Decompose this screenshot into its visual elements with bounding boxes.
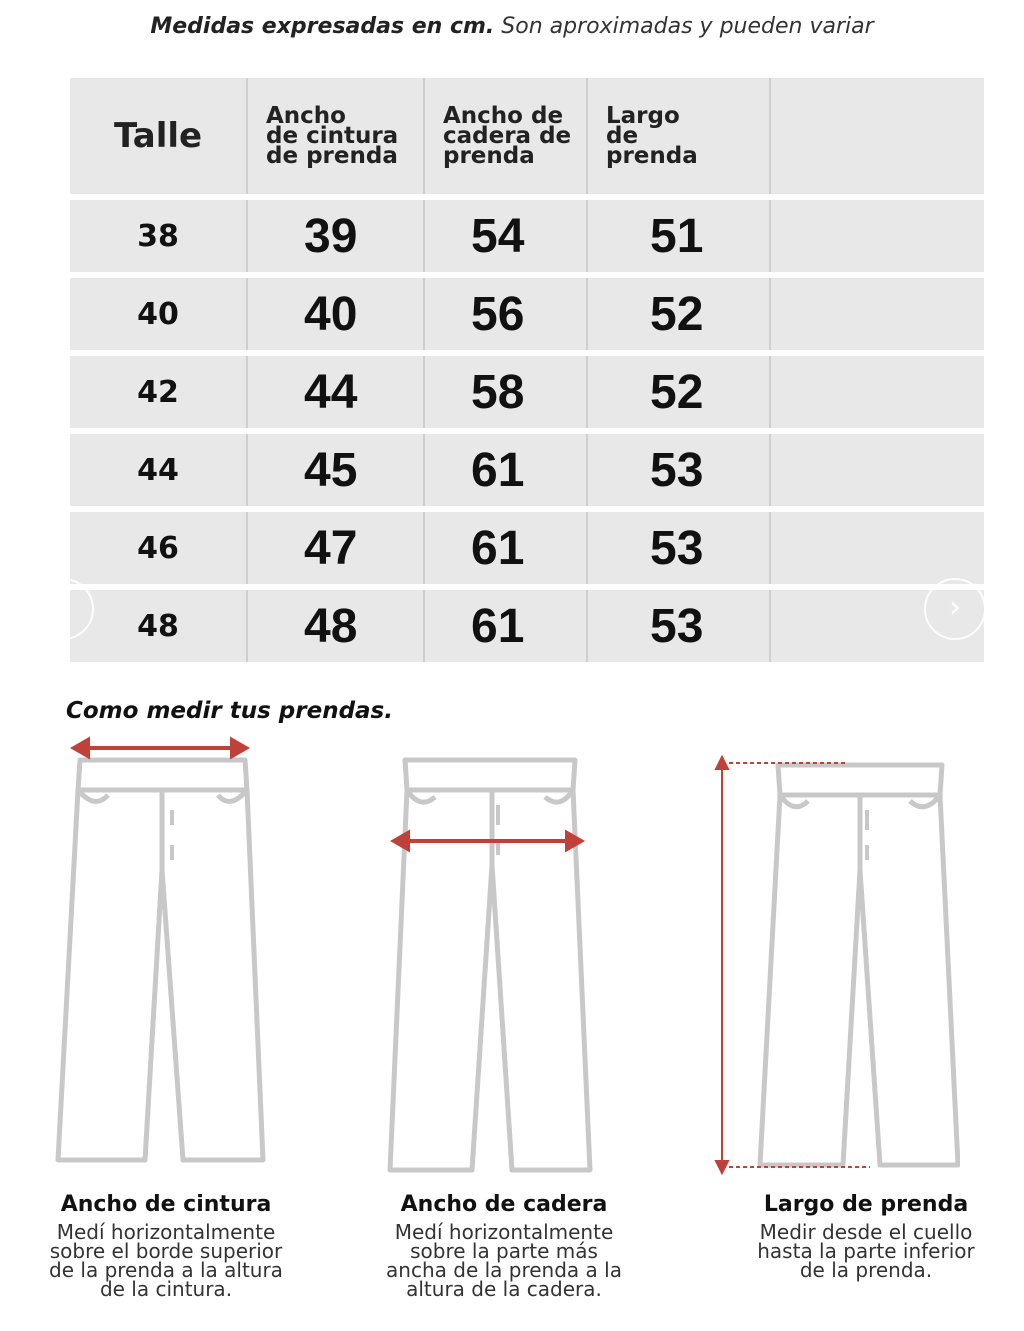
empty-cell xyxy=(771,278,984,350)
size-cell: 44 xyxy=(137,452,179,488)
chevron-right-icon: › xyxy=(949,590,961,625)
empty-cell xyxy=(771,356,984,428)
hip-cell: 54 xyxy=(471,209,525,263)
table-row xyxy=(70,356,984,428)
table-row xyxy=(70,278,984,350)
hip-cell: 61 xyxy=(471,521,525,575)
header-cell xyxy=(70,78,248,194)
caption-length-title: Largo de prenda xyxy=(763,1192,969,1217)
how-to-title: Como medir tus prendas. xyxy=(66,698,393,724)
table-row xyxy=(70,434,984,506)
size-cell: 46 xyxy=(137,530,179,566)
header-hip-label: Ancho de cadera de prenda xyxy=(443,103,572,169)
carousel-prev-button[interactable] xyxy=(32,578,94,640)
caption-waist-title: Ancho de cintura xyxy=(60,1192,272,1217)
waist-cell: 39 xyxy=(304,209,358,263)
size-cell: 40 xyxy=(137,296,179,332)
hip-cell: 56 xyxy=(471,287,525,341)
header-waist-label: Ancho de cintura de prenda xyxy=(266,103,399,169)
caption-hip xyxy=(354,1192,654,1299)
hip-cell: 61 xyxy=(471,443,525,497)
header-bold-text: Medidas expresadas en cm. xyxy=(150,14,495,39)
waist-cell: 48 xyxy=(304,599,358,653)
hip-cell: 58 xyxy=(471,365,525,419)
empty-cell xyxy=(771,512,984,584)
length-cell: 53 xyxy=(650,599,704,653)
length-cell: 52 xyxy=(650,287,704,341)
caption-length xyxy=(716,1192,1016,1280)
waist-cell: 44 xyxy=(304,365,358,419)
table-row xyxy=(70,200,984,272)
pants-length-illustration xyxy=(710,755,960,1175)
empty-cell xyxy=(771,200,984,272)
caption-hip-desc: Medí horizontalmente sobre la parte más ancha de la prenda a la altura de la cadera. xyxy=(386,1220,622,1301)
size-cell: 48 xyxy=(137,608,179,644)
header-cell xyxy=(425,78,588,194)
length-cell: 53 xyxy=(650,521,704,575)
page-header xyxy=(0,14,1024,39)
caption-length-desc: Medir desde el cuello hasta la parte inferior de la prenda. xyxy=(757,1220,975,1282)
header-cell-empty xyxy=(771,78,984,194)
hip-cell: 61 xyxy=(471,599,525,653)
waist-cell: 40 xyxy=(304,287,358,341)
size-cell: 42 xyxy=(137,374,179,410)
table-header-row xyxy=(70,78,984,194)
header-regular-text: Son aproximadas y pueden variar xyxy=(501,14,874,39)
pants-hip-illustration xyxy=(380,755,600,1175)
length-cell: 51 xyxy=(650,209,704,263)
length-cell: 53 xyxy=(650,443,704,497)
header-cell xyxy=(248,78,425,194)
header-size-label: Talle xyxy=(113,116,203,156)
size-cell: 38 xyxy=(137,218,179,254)
length-cell: 52 xyxy=(650,365,704,419)
waist-cell: 47 xyxy=(304,521,358,575)
empty-cell xyxy=(771,434,984,506)
carousel-next-button[interactable] xyxy=(924,578,986,640)
caption-waist xyxy=(16,1192,316,1299)
table-row xyxy=(70,512,984,584)
waist-cell: 45 xyxy=(304,443,358,497)
pants-waist-illustration xyxy=(50,735,280,1175)
header-cell xyxy=(588,78,771,194)
table-row xyxy=(70,590,984,662)
caption-waist-desc: Medí horizontalmente sobre el borde superior de la prenda a la altura de la cintura. xyxy=(49,1220,283,1301)
caption-hip-title: Ancho de cadera xyxy=(400,1192,608,1217)
header-length-label: Largo de prenda xyxy=(606,103,698,169)
size-table xyxy=(70,78,984,668)
